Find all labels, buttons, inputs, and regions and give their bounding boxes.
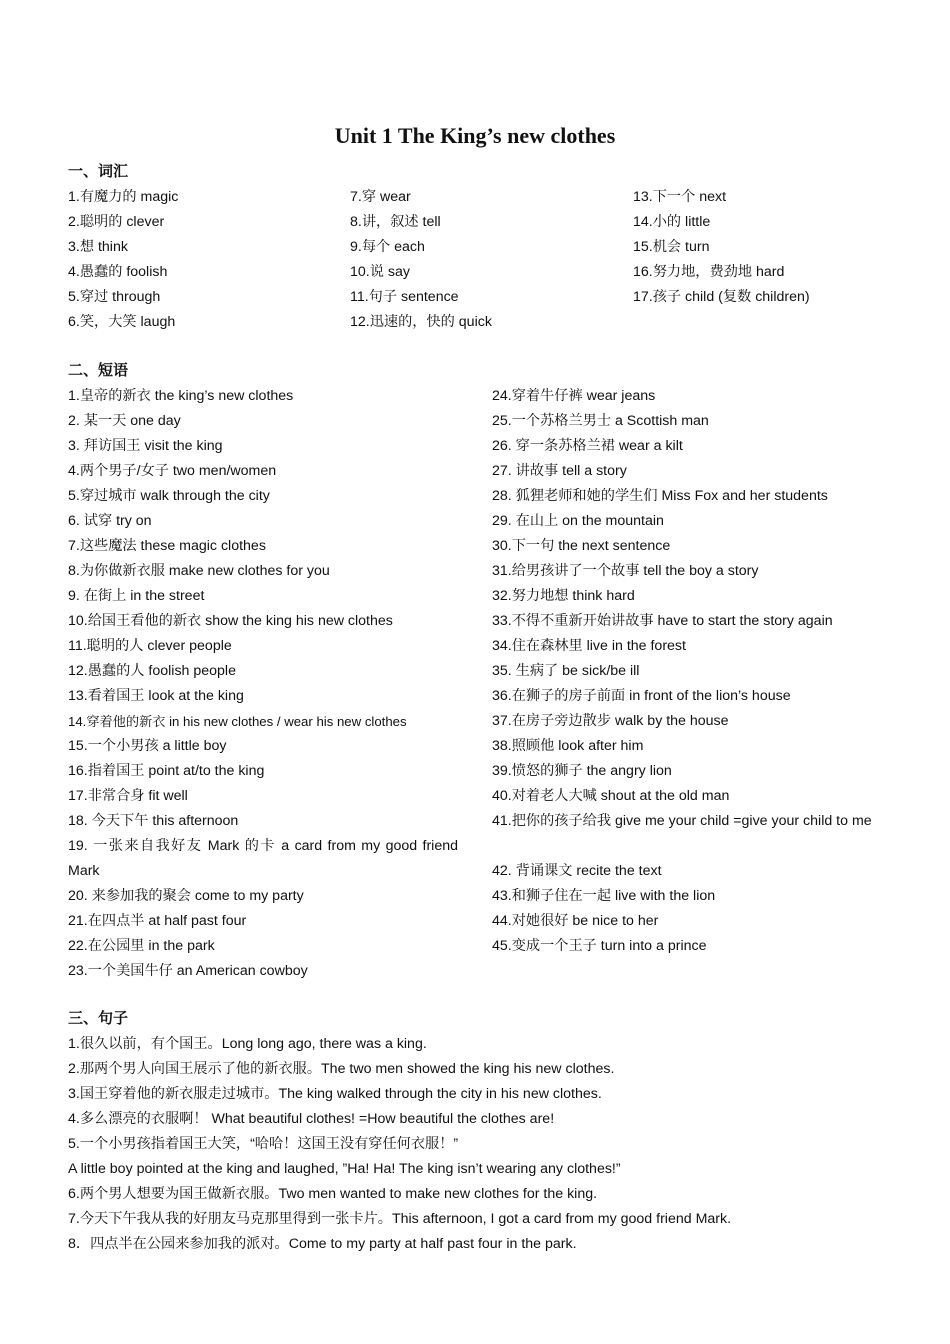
vocab-item: 15.机会 turn (633, 239, 710, 255)
phrase-item: 4.两个男子/女子 two men/women (68, 463, 277, 479)
page-title: Unit 1 The King’s new clothes (334, 123, 616, 148)
phrase-item: 8.为你做新衣服 make new clothes for you (68, 563, 330, 579)
phrases-column-left (68, 384, 458, 984)
vocab-item: 16.努力地，费劲地 hard (633, 264, 785, 280)
phrase-item: 17.非常合身 fit well (68, 788, 188, 804)
phrase-item: 7.这些魔法 these magic clothes (68, 538, 266, 554)
sentence-item: 3.国王穿着他的新衣服走过城市。The king walked through the city in his new clothes. (68, 1086, 602, 1102)
phrase-item: 13.看着国王 look at the king (68, 688, 244, 704)
phrase-item: 41.把你的孩子给我 give me your child =give your child to me (492, 813, 872, 829)
vocab-item: 17.孩子 child (复数 children) (633, 289, 810, 305)
phrase-item: 35. 生病了 be sick/be ill (492, 663, 640, 679)
sentence-item: 1.很久以前，有个国王。Long long ago, there was a king. (68, 1036, 427, 1052)
phrase-item: 40.对着老人大喊 shout at the old man (492, 788, 730, 804)
phrase-item: 22.在公园里 in the park (68, 938, 215, 954)
phrase-item: 5.穿过城市 walk through the city (68, 488, 270, 504)
vocab-item: 3.想 think (68, 239, 128, 255)
phrase-item: 11.聪明的人 clever people (68, 638, 232, 654)
phrase-item: 16.指着国王 point at/to the king (68, 763, 265, 779)
vocab-item: 11.句子 sentence (350, 289, 459, 305)
vocab-item: 14.小的 little (633, 214, 711, 230)
phrase-item: 18. 今天下午 this afternoon (68, 813, 239, 829)
phrase-item: 26. 穿一条苏格兰裙 wear a kilt (492, 438, 683, 454)
sentence-item: 2.那两个男人向国王展示了他的新衣服。The two men showed the king his new clothes. (68, 1061, 615, 1077)
phrase-item: 9. 在街上 in the street (68, 588, 205, 604)
vocab-item: 6.笑，大笑 laugh (68, 314, 176, 330)
vocab-item: 2.聪明的 clever (68, 214, 165, 230)
phrase-item: 45.变成一个王子 turn into a prince (492, 938, 707, 954)
phrase-item: 38.照顾他 look after him (492, 738, 644, 754)
phrase-item: 19. 一张来自我好友 Mark 的卡 a card from my good friend Mark (68, 838, 458, 879)
sentence-item: 5.一个小男孩指着国王大笑，“哈哈！这国王没有穿任何衣服！” (68, 1136, 459, 1152)
vocab-item: 10.说 say (350, 264, 410, 280)
vocab-item: 7.穿 wear (350, 189, 411, 205)
sentences-list (68, 1032, 908, 1257)
phrases-heading: 二、短语 (68, 362, 129, 379)
phrase-item: 1.皇帝的新衣 the king’s new clothes (68, 388, 294, 404)
phrase-item: 37.在房子旁边散步 walk by the house (492, 713, 729, 729)
sentences-heading: 三、句子 (68, 1010, 129, 1027)
phrase-item: 42. 背诵课文 recite the text (492, 863, 662, 879)
vocab-column-2 (350, 185, 620, 335)
phrase-item: 39.愤怒的狮子 the angry lion (492, 763, 672, 779)
phrase-item: 23.一个美国牛仔 an American cowboy (68, 963, 308, 979)
vocab-item: 12.迅速的，快的 quick (350, 314, 492, 330)
vocab-column-1 (68, 185, 338, 335)
phrase-item: 24.穿着牛仔裤 wear jeans (492, 388, 656, 404)
vocab-item: 4.愚蠢的 foolish (68, 264, 168, 280)
phrase-item: 29. 在山上 on the mountain (492, 513, 664, 529)
vocab-item: 1.有魔力的 magic (68, 189, 179, 205)
vocab-item: 9.每个 each (350, 239, 425, 255)
sentence-item: A little boy pointed at the king and laughed, ”Ha! Ha! The king isn’t wearing any clothes!” (68, 1161, 621, 1177)
vocab-item: 5.穿过 through (68, 289, 161, 305)
phrase-item: 20. 来参加我的聚会 come to my party (68, 888, 304, 904)
phrase-item: 14.穿着他的新衣 in his new clothes / wear his new clothes (68, 714, 407, 729)
vocab-item: 13.下一个 next (633, 189, 727, 205)
sentence-item: 7.今天下午我从我的好朋友马克那里得到一张卡片。This afternoon, I got a card from my good friend Mark. (68, 1211, 732, 1227)
phrase-item: 21.在四点半 at half past four (68, 913, 247, 929)
phrase-item: 44.对她很好 be nice to her (492, 913, 659, 929)
phrases-column-right (492, 384, 882, 959)
phrase-item: 3. 拜访国王 visit the king (68, 438, 223, 454)
sentence-item: 8．四点半在公园来参加我的派对。Come to my party at half past four in the park. (68, 1236, 577, 1252)
phrase-item: 2. 某一天 one day (68, 413, 181, 429)
vocab-heading: 一、词汇 (68, 163, 129, 180)
phrase-item: 25.一个苏格兰男士 a Scottish man (492, 413, 709, 429)
sentence-item: 4.多么漂亮的衣服啊！ What beautiful clothes! =How beautiful the clothes are! (68, 1111, 555, 1127)
phrase-item: 32.努力地想 think hard (492, 588, 635, 604)
phrase-item: 6. 试穿 try on (68, 513, 152, 529)
phrase-item: 12.愚蠢的人 foolish people (68, 663, 236, 679)
phrase-item: 27. 讲故事 tell a story (492, 463, 627, 479)
phrase-item: 34.住在森林里 live in the forest (492, 638, 686, 654)
phrase-item: 33.不得不重新开始讲故事 have to start the story again (492, 613, 833, 629)
phrase-item: 10.给国王看他的新衣 show the king his new clothes (68, 613, 393, 629)
vocab-item: 8.讲，叙述 tell (350, 214, 441, 230)
vocab-column-3 (633, 185, 903, 310)
phrase-item: 15.一个小男孩 a little boy (68, 738, 227, 754)
phrase-item: 28. 狐狸老师和她的学生们 Miss Fox and her students (492, 488, 828, 504)
phrase-item: 30.下一句 the next sentence (492, 538, 671, 554)
phrase-item: 36.在狮子的房子前面 in front of the lion’s house (492, 688, 791, 704)
sentence-item: 6.两个男人想要为国王做新衣服。Two men wanted to make new clothes for the king. (68, 1186, 598, 1202)
phrase-item: 31.给男孩讲了一个故事 tell the boy a story (492, 563, 759, 579)
phrase-item: 43.和狮子住在一起 live with the lion (492, 888, 716, 904)
